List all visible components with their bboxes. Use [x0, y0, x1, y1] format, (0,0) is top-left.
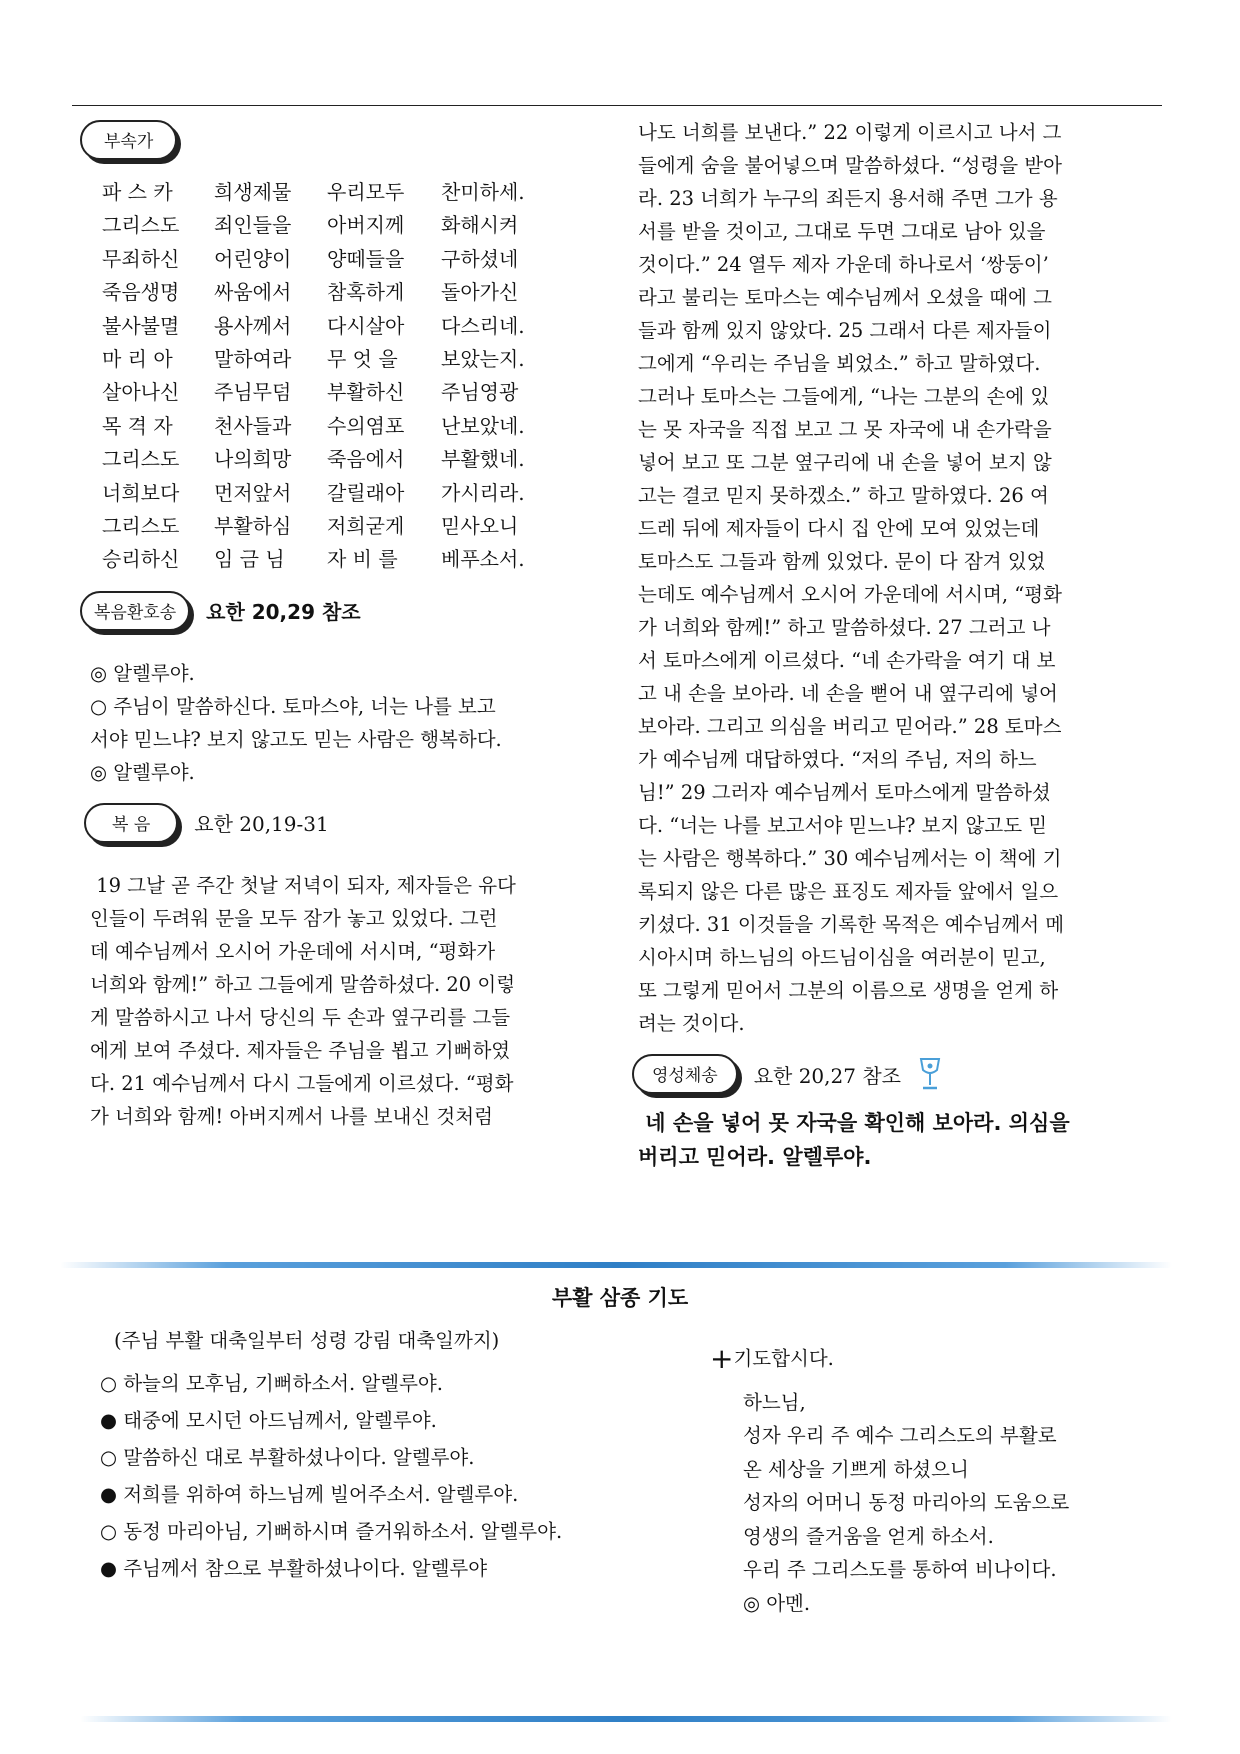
sequence-cell: 용사께서 [214, 313, 292, 338]
gospel-line: 라. 23 너희가 누구의 죄든지 용서해 주면 그가 용 [638, 187, 1058, 210]
gospel-line: 록되지 않은 다른 많은 표징도 제자들 앞에서 일으 [638, 880, 1059, 903]
gospel-line: 서 토마스에게 이르셨다. “네 손가락을 여기 대 보 [638, 649, 1056, 672]
gospel-line: 보아라. 그리고 의심을 버리고 믿어라.” 28 토마스 [638, 715, 1062, 738]
prayer-line: 온 세상을 기쁘게 하셨으니 [743, 1457, 969, 1481]
sequence-cell: 불사불멸 [102, 313, 180, 338]
versicle-line: ● 태중에 모시던 아드님께서, 알렐루야. [100, 1409, 437, 1432]
bottom-wave [80, 1716, 1172, 1722]
gospel-line: 는 사람은 행복하다.” 30 예수님께서는 이 책에 기 [638, 847, 1062, 870]
prayer-heading-label: 기도합시다. [733, 1347, 834, 1370]
sequence-cell: 참혹하게 [327, 280, 405, 305]
sequence-row [102, 343, 525, 376]
prayer-line: 영생의 즐거움을 얻게 하소서. [743, 1524, 994, 1548]
gospel-line: 인들이 두려워 문을 모두 잠가 놓고 있었다. 그런 [90, 906, 498, 930]
sequence-cell: 부활하심 [214, 514, 292, 539]
sequence-cell: 승리하신 [102, 547, 180, 572]
gospel-line: 토마스도 그들과 함께 있었다. 문이 다 잠겨 있었 [638, 550, 1046, 573]
sequence-cell: 말하여라 [214, 347, 292, 372]
gospel-line: 에게 보여 주셨다. 제자들은 주님을 뵙고 기뻐하였 [90, 1038, 511, 1062]
gospel-line: 려는 것이다. [638, 1012, 745, 1035]
left-column [90, 120, 600, 1133]
sequence-verses [102, 176, 525, 577]
acclamation-text [90, 657, 600, 789]
sequence-cell: 갈릴래아 [327, 480, 405, 505]
gospel-line: 고 내 손을 보아라. 네 손을 뻗어 내 옆구리에 넣어 [638, 682, 1058, 705]
sequence-cell: 수의염포 [327, 413, 405, 438]
acclamation-line: 서야 믿느냐? 보지 않고도 믿는 사람은 행복하다. [90, 727, 502, 751]
sequence-row [102, 310, 525, 343]
sequence-cell: 화해시켜 [441, 213, 519, 238]
gospel-line: 님!” 29 그러자 예수님께서 토마스에게 말씀하셨 [638, 781, 1051, 804]
versicle-line: ○ 동정 마리아님, 기뻐하시며 즐거워하소서. 알렐루야. [100, 1520, 563, 1543]
versicle-line: ● 저희를 위하여 하느님께 빌어주소서. 알렐루야. [100, 1483, 519, 1506]
sequence-cell: 너희보다 [102, 480, 180, 505]
sequence-cell: 무죄하신 [102, 246, 180, 271]
sequence-cell: 임 금 님 [214, 547, 285, 572]
sequence-row [102, 276, 525, 309]
gospel-line: 가 너희와 함께!” 하고 말씀하셨다. 27 그러고 나 [638, 616, 1051, 639]
prayer-line: 성자 우리 주 예수 그리스도의 부활로 [743, 1424, 1057, 1447]
prayer-line: 성자의 어머니 동정 마리아의 도움으로 [743, 1491, 1070, 1514]
sequence-cell: 우리모두 [327, 180, 405, 204]
versicle-line: ● 주님께서 참으로 부활하셨나이다. 알렐루야 [100, 1557, 488, 1580]
sequence-cell: 죽음에서 [327, 447, 405, 472]
sequence-cell: 찬미하세. [441, 180, 525, 204]
gospel-line: 게 말씀하시고 나서 당신의 두 손과 옆구리를 그들 [90, 1005, 511, 1029]
cross-icon: + [710, 1342, 734, 1375]
acclamation-header [80, 591, 600, 631]
sequence-cell: 저희굳게 [327, 514, 405, 539]
gospel-line: 서를 받을 것이고, 그대로 두면 그대로 남아 있을 [638, 220, 1046, 243]
gospel-line: 19 그날 곧 주간 첫날 저녁이 되자, 제자들은 유다 [90, 873, 516, 897]
prayer-line: 우리 주 그리스도를 통하여 비나이다. [743, 1558, 1057, 1581]
prayer-heading [710, 1342, 1178, 1376]
sequence-cell: 무 엇 을 [327, 347, 398, 372]
sequence-cell: 구하셨네 [441, 246, 519, 271]
regina-caeli-versicles [100, 1322, 700, 1587]
sequence-cell: 아버지께 [327, 213, 405, 238]
gospel-line: 너희와 함께!” 하고 그들에게 말씀하셨다. 20 이렇 [90, 972, 516, 996]
gospel-line: 넣어 보고 또 그분 옆구리에 내 손을 넣어 보지 않 [638, 451, 1052, 474]
communion-reference: 요한 20,27 참조 [753, 1063, 901, 1088]
sequence-cell: 자 비 를 [327, 547, 398, 572]
gospel-line: 드레 뒤에 제자들이 다시 집 안에 모여 있었는데 [638, 517, 1040, 540]
sequence-cell: 먼저앞서 [214, 480, 292, 505]
gospel-line: 것이다.” 24 열두 제자 가운데 하나로서 ‘쌍둥이’ [638, 253, 1049, 276]
gospel-line: 다. 21 예수님께서 다시 그들에게 이르셨다. “평화 [90, 1071, 514, 1095]
sequence-cell: 목 격 자 [102, 413, 173, 438]
sequence-row [102, 376, 525, 409]
sequence-cell: 주님무덤 [214, 380, 292, 405]
divider-wave [60, 1262, 1172, 1268]
acclamation-line: ○ 주님이 말씀하신다. 토마스야, 너는 나를 보고 [90, 694, 496, 718]
sequence-row [102, 209, 525, 242]
sequence-row [102, 243, 525, 276]
sequence-cell: 천사들과 [214, 413, 292, 438]
communion-header [632, 1054, 1153, 1094]
sequence-row [102, 443, 525, 476]
chalice-icon [917, 1056, 943, 1092]
sequence-cell: 나의희망 [214, 447, 292, 472]
sequence-cell: 죽음생명 [102, 280, 180, 305]
sequence-cell: 싸움에서 [214, 280, 292, 305]
gospel-line: 그러나 토마스는 그들에게, “나는 그분의 손에 있 [638, 385, 1050, 408]
gospel-line: 가 너희와 함께! 아버지께서 나를 보내신 것처럼 [90, 1104, 493, 1128]
sequence-cell: 보았는지. [441, 347, 525, 372]
versicle-line: ○ 말씀하신 대로 부활하셨나이다. 알렐루야. [100, 1446, 475, 1469]
gospel-reference: 요한 20,19-31 [194, 812, 329, 837]
sequence-cell: 베푸소서. [441, 547, 525, 572]
sequence-cell: 양떼들을 [327, 246, 405, 271]
sequence-cell: 돌아가신 [441, 280, 519, 305]
acclamation-line: ◎ 알렐루야. [90, 661, 195, 685]
gospel-line: 또 그렇게 믿어서 그분의 이름으로 생명을 얻게 하 [638, 979, 1059, 1002]
sequence-cell: 가시리라. [441, 480, 525, 505]
gospel-line: 키셨다. 31 이것들을 기록한 목적은 예수님께서 메 [638, 913, 1065, 936]
sequence-cell: 그리스도 [102, 447, 180, 472]
gospel-line: 는데도 예수님께서 오시어 가운데에 서시며, “평화 [638, 583, 1062, 606]
sequence-row [102, 543, 525, 576]
sequence-cell: 부활했네. [441, 447, 525, 472]
sequence-cell: 그리스도 [102, 514, 180, 539]
gospel-line: 들과 함께 있지 않았다. 25 그래서 다른 제자들이 [638, 319, 1052, 342]
sequence-row [102, 477, 525, 510]
prayer-subtitle: (주님 부활 대축일부터 성령 강림 대축일까지) [114, 1329, 500, 1352]
sequence-row [102, 410, 525, 443]
versicle-line: ○ 하늘의 모후님, 기뻐하소서. 알렐루야. [100, 1372, 443, 1395]
gospel-line: 나도 너희를 보낸다.” 22 이렇게 이르시고 나서 그 [638, 121, 1062, 144]
sequence-cell: 믿사오니 [441, 514, 519, 539]
prayer-line: ◎ 아멘. [743, 1591, 811, 1615]
top-rule [72, 105, 1162, 106]
collect-prayer [710, 1342, 1178, 1620]
sequence-row [102, 510, 525, 543]
sequence-cell: 파 스 카 [102, 180, 173, 204]
gospel-line: 그에게 “우리는 주님을 뵈었소.” 하고 말하였다. [638, 352, 1041, 375]
prayer-title: 부활 삼종 기도 [551, 1286, 689, 1310]
gospel-line: 라고 불리는 토마스는 예수님께서 오셨을 때에 그 [638, 286, 1052, 309]
sequence-cell: 죄인들을 [214, 213, 292, 238]
acclamation-line: ◎ 알렐루야. [90, 760, 195, 784]
right-column [638, 116, 1153, 1174]
sequence-cell: 난보았네. [441, 413, 525, 438]
acclamation-label: 복음환호송 [80, 591, 190, 631]
gospel-line: 가 예수님께 대답하였다. “저의 주님, 저의 하느 [638, 748, 1037, 771]
sequence-cell: 다시살아 [327, 313, 405, 338]
gospel-line: 다. “너는 나를 보고서야 믿느냐? 보지 않고도 믿 [638, 814, 1048, 837]
gospel-line: 들에게 숨을 불어넣으며 말씀하셨다. “성령을 받아 [638, 154, 1062, 177]
sequence-cell: 어린양이 [214, 246, 292, 271]
gospel-line: 데 예수님께서 오시어 가운데에 서시며, “평화가 [90, 939, 496, 963]
acclamation-reference: 요한 20,29 참조 [206, 600, 361, 625]
sequence-label: 부속가 [80, 120, 177, 160]
sequence-cell: 부활하신 [327, 380, 405, 405]
sequence-cell: 마 리 아 [102, 347, 173, 372]
communion-line: 네 손을 넣어 못 자국을 확인해 보아라. 의심을 [638, 1111, 1070, 1135]
gospel-header [84, 803, 600, 843]
sequence-cell: 희생제물 [214, 180, 292, 204]
gospel-label: 복 음 [84, 803, 178, 843]
sequence-cell: 그리스도 [102, 213, 180, 238]
gospel-text-right [638, 116, 1153, 1040]
gospel-line: 는 못 자국을 직접 보고 그 못 자국에 내 손가락을 [638, 418, 1052, 441]
gospel-line: 고는 결코 믿지 못하겠소.” 하고 말하였다. 26 여 [638, 484, 1049, 507]
gospel-line: 시아시며 하느님의 아드님이심을 여러분이 믿고, [638, 946, 1046, 969]
prayer-line: 하느님, [743, 1390, 806, 1414]
sequence-cell: 살아나신 [102, 380, 180, 405]
sequence-cell: 주님영광 [441, 380, 519, 405]
communion-line: 버리고 믿어라. 알렐루야. [638, 1145, 872, 1169]
sequence-cell: 다스리네. [441, 313, 525, 338]
communion-text [638, 1106, 1153, 1174]
sequence-row [102, 176, 525, 209]
communion-label: 영성체송 [632, 1054, 738, 1094]
gospel-text-left [90, 869, 600, 1133]
